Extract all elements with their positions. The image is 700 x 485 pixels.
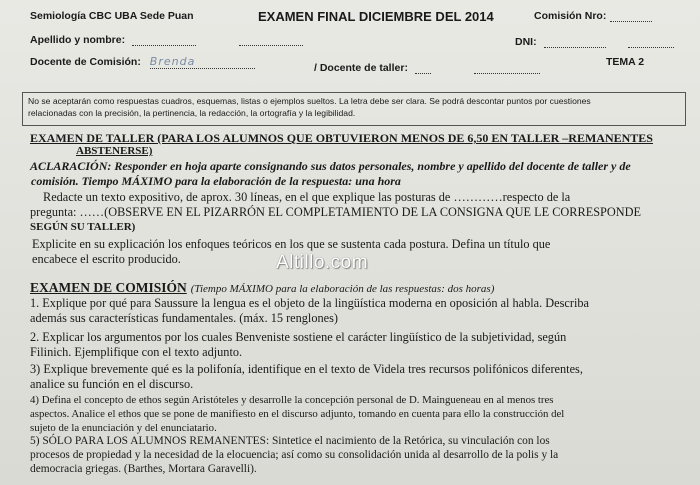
dni-field — [515, 36, 674, 48]
institution-label: Semiología CBC UBA Sede Puan — [30, 10, 194, 22]
docente-comision-handwritten: Brenda — [150, 55, 256, 69]
taller-aclaracion: ACLARACIÓN: Responder en hoja aparte consignando sus datos personales, nombre y apellido del docente de taller y de comisión. Tiempo MÁXIMO para la elaboración de la respuesta: una hora — [30, 159, 631, 188]
question-4: 4) Defina el concepto de ethos según Aristóteles y desarrolle la concepción personal de D. Maingueneau en al menos tres aspectos. Analice el ethos que se pone de manifiesto en el discurso adjunto, tomando en cuenta para ello la construcción del sujeto de la enunciación y del enunciatario. — [30, 394, 565, 434]
apellido-field — [30, 34, 303, 46]
docente-comision-label: Docente de Comisión: — [30, 56, 141, 68]
comision-section-title: EXAMEN DE COMISIÓN (Tiempo MÁXIMO para la elaboración de las respuestas: dos horas) — [30, 280, 495, 295]
watermark: Altillo.com — [276, 252, 369, 273]
docente-comision-field — [30, 55, 255, 68]
exam-title: EXAMEN FINAL DICIEMBRE DEL 2014 — [258, 9, 494, 24]
docente-taller-label: / Docente de taller: — [314, 62, 408, 74]
question-5: 5) SÓLO PARA LOS ALUMNOS REMANENTES: Sintetice el nacimiento de la Retórica, su vinculación con los procesos de propiedad y la necesidad de la elocuencia; así como su consolidación unida al desarrollo de la polis y la democracia griegas. (Barthes, Mortara Garavelli). — [30, 435, 559, 475]
question-3: 3) Explique brevemente qué es la polifonía, identifique en el texto de Videla tres recursos polifónicos diferentes, analice su función en el discurso. — [30, 362, 583, 391]
instructions-box — [22, 92, 686, 126]
docente-taller-field — [314, 62, 540, 74]
question-2: 2. Explicar los argumentos por los cuales Benveniste sostiene el carácter lingüístico de la subjetividad, según Filinich. Ejemplifique con el texto adjunto. — [30, 330, 567, 359]
question-1: 1. Explique por qué para Saussure la lengua es el objeto de la lingüística moderna en oposición al habla. Describa además sus características fundamentales. (máx. 15 renglones) — [30, 296, 589, 325]
tema-label: TEMA 2 — [606, 56, 645, 68]
taller-consigna: Redacte un texto expositivo, de aprox. 30 líneas, en el que explique las posturas de …………respecto de la pregunta: ……(OBSERVE EN EL PIZARRÓN EL COMPLETAMIENTO DE LA CONSIGNA QUE LE CORRESPONDE SEGÚN SU TALLER) — [30, 190, 642, 233]
instructions-line-1: No se aceptarán como respuestas cuadros, esquemas, listas o ejemplos sueltos. La letra debe ser clara. Se podrá descontar puntos por cuestiones — [28, 96, 591, 106]
taller-section-title: EXAMEN DE TALLER (PARA LOS ALUMNOS QUE OBTUVIERON MENOS DE 6,50 EN TALLER –REMANENTES ABSTENERSE) — [30, 131, 653, 157]
dni-label: DNI: — [515, 36, 537, 48]
taller-explicite: Explicite en su explicación los enfoques teóricos en los que se sustenta cada postura. Defina un título que encabece el escrito producido. — [32, 237, 551, 266]
instructions-line-2: relacionadas con la precisión, la pertinencia, la redacción, la ortografía y la legibilidad. — [28, 108, 356, 118]
apellido-label: Apellido y nombre: — [30, 34, 126, 46]
comision-label: Comisión Nro: — [534, 10, 652, 22]
